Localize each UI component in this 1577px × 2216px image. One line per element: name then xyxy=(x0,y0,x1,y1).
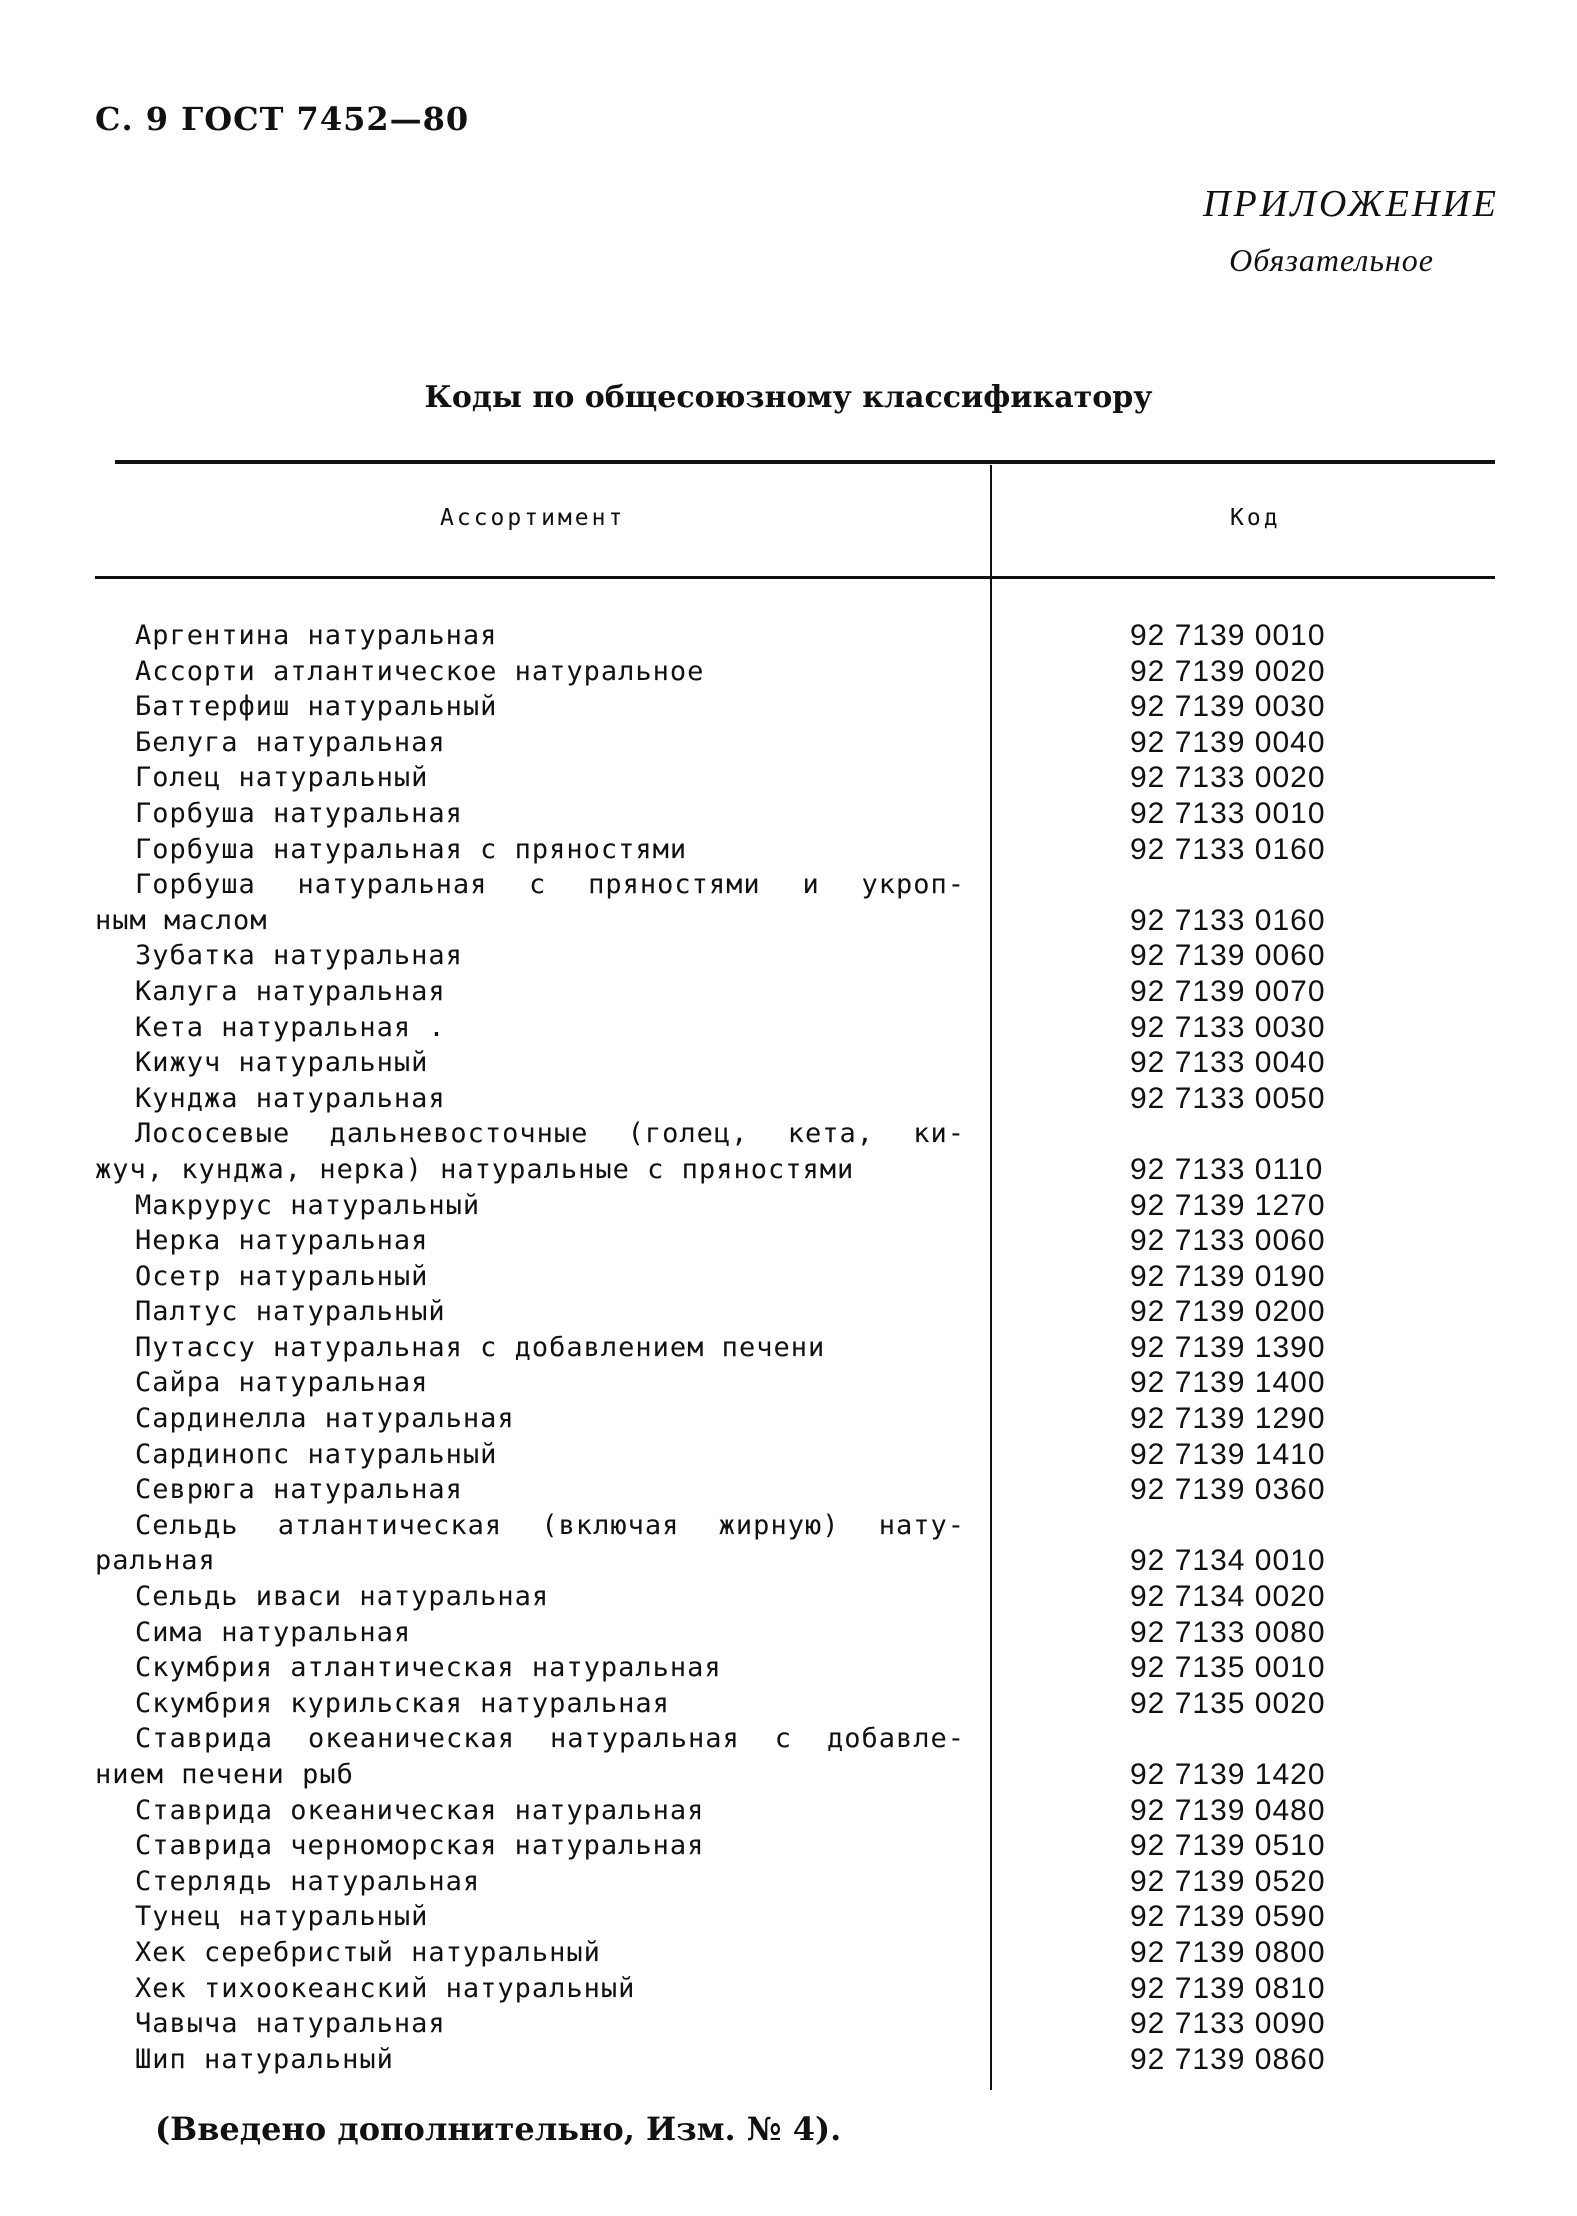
assortment-name-line: ным маслом xyxy=(95,904,268,936)
assortment-name: Путассу натуральная с добавлением печени xyxy=(135,1331,826,1363)
assortment-name: Палтус натуральный xyxy=(135,1296,446,1328)
classifier-code: 92 7134 0020 xyxy=(1130,1580,1326,1614)
classifier-code: 92 7134 0010 xyxy=(1130,1544,1326,1578)
assortment-name: Стерлядь натуральная xyxy=(135,1865,481,1897)
page-header: С. 9 ГОСТ 7452—80 xyxy=(95,100,470,138)
assortment-name: Чавыча натуральная xyxy=(135,2008,446,2040)
table-row xyxy=(95,654,1495,690)
assortment-name: Голец натуральный xyxy=(135,762,429,794)
table-row xyxy=(95,1828,1495,1864)
assortment-name: Сардинелла натуральная xyxy=(135,1403,515,1435)
assortment-name: Зубатка натуральная xyxy=(135,940,463,972)
table-row xyxy=(95,867,1495,938)
assortment-name-line: нием печени рыб xyxy=(95,1759,354,1790)
table-row xyxy=(95,1365,1495,1401)
classifier-code: 92 7133 0160 xyxy=(1130,832,1326,866)
assortment-name: Сардинопс натуральный xyxy=(135,1438,498,1470)
assortment-name: Скумбрия атлантическая натуральная xyxy=(135,1652,722,1684)
table-row xyxy=(95,1045,1495,1081)
assortment-name-line: Ставрида океаническая натуральная с добавле- xyxy=(135,1723,965,1755)
classifier-code: 92 7139 1400 xyxy=(1130,1366,1326,1400)
classifier-code: 92 7139 0010 xyxy=(1130,619,1326,652)
assortment-name: Сайра натуральная xyxy=(135,1367,429,1399)
classifier-code: 92 7135 0020 xyxy=(1130,1686,1326,1720)
assortment-name: Сельдь иваси натуральная xyxy=(135,1581,550,1613)
assortment-name: Горбуша натуральная xyxy=(135,797,463,829)
table-row xyxy=(95,1259,1495,1295)
assortment-name-line: Сельдь атлантическая (включая жирную) нату- xyxy=(135,1509,965,1541)
assortment-name: Горбуша натуральная с пряностями xyxy=(135,833,688,865)
assortment-name: Ставрида черноморская натуральная xyxy=(135,1830,705,1862)
table-row xyxy=(95,938,1495,974)
assortment-name: Осетр натуральный xyxy=(135,1260,429,1292)
classifier-code: 92 7133 0050 xyxy=(1130,1081,1326,1115)
classifier-code: 92 7133 0010 xyxy=(1130,796,1326,830)
assortment-name-line: жуч, кунджа, нерка) натуральные с пряностями xyxy=(95,1153,855,1185)
table-row xyxy=(95,1899,1495,1935)
classifier-code: 92 7139 0590 xyxy=(1130,1900,1326,1934)
assortment-name: Белуга натуральная xyxy=(135,726,446,758)
assortment-name-line: Горбуша натуральная с пряностями и укроп- xyxy=(135,869,965,901)
classifier-code: 92 7135 0010 xyxy=(1130,1651,1326,1685)
classifier-code: 92 7139 1270 xyxy=(1130,1188,1326,1222)
table-row xyxy=(95,1330,1495,1366)
column-header-code: Код xyxy=(1230,505,1281,531)
footnote: (Введено дополнительно, Изм. № 4). xyxy=(155,2110,842,2148)
assortment-name: Хек серебристый натуральный xyxy=(135,1936,601,1968)
assortment-name: Хек тихоокеанский натуральный xyxy=(135,1972,636,2004)
assortment-name: Тунец натуральный xyxy=(135,1901,429,1933)
table-row xyxy=(95,796,1495,832)
classifier-code: 92 7139 0520 xyxy=(1130,1864,1326,1898)
assortment-name xyxy=(95,1116,965,1187)
classifier-code: 92 7139 0360 xyxy=(1130,1473,1326,1507)
assortment-name: Сима натуральная xyxy=(135,1616,412,1648)
table-row xyxy=(95,725,1495,761)
classifier-code: 92 7139 0200 xyxy=(1130,1295,1326,1329)
classifier-code: 92 7139 0860 xyxy=(1130,2042,1326,2076)
classifier-code: 92 7139 0040 xyxy=(1130,725,1326,759)
table-top-rule xyxy=(115,460,1495,464)
classifier-code: 92 7133 0090 xyxy=(1130,2007,1326,2041)
table-row xyxy=(95,1864,1495,1900)
table-row xyxy=(95,1721,1495,1792)
assortment-name: Кижуч натуральный xyxy=(135,1047,429,1079)
table-row xyxy=(95,1223,1495,1259)
table-row xyxy=(95,1579,1495,1615)
assortment-name: Кета натуральная . xyxy=(135,1011,446,1043)
table-row xyxy=(95,618,1495,654)
classifier-code: 92 7139 0060 xyxy=(1130,939,1326,973)
assortment-name: Аргентина натуральная xyxy=(135,620,498,651)
assortment-name: Севрюга натуральная xyxy=(135,1474,463,1506)
table-row xyxy=(95,832,1495,868)
appendix-title: ПРИЛОЖЕНИЕ xyxy=(1203,183,1499,225)
assortment-name: Шип натуральный xyxy=(135,2043,394,2075)
table-row xyxy=(95,1116,1495,1187)
assortment-name: Баттерфиш натуральный xyxy=(135,691,498,723)
assortment-name-line: Лососевые дальневосточные (голец, кета, ки- xyxy=(135,1118,965,1150)
classifier-code: 92 7133 0020 xyxy=(1130,761,1326,795)
table-row xyxy=(95,1472,1495,1508)
classifier-code: 92 7139 1290 xyxy=(1130,1402,1326,1436)
assortment-name: Ассорти атлантическое натуральное xyxy=(135,655,705,687)
assortment-name: Макрурус натуральный xyxy=(135,1189,481,1221)
appendix-subtitle: Обязательное xyxy=(1229,242,1434,278)
assortment-name xyxy=(95,867,965,938)
assortment-name: Нерка натуральная xyxy=(135,1225,429,1257)
table-row xyxy=(95,1508,1495,1579)
table-row xyxy=(95,974,1495,1010)
classifier-code: 92 7133 0060 xyxy=(1130,1224,1326,1258)
table-row xyxy=(95,1188,1495,1224)
table-row xyxy=(95,1650,1495,1686)
classifier-code: 92 7139 0510 xyxy=(1130,1829,1326,1863)
table-row xyxy=(95,1294,1495,1330)
classifier-code: 92 7133 0110 xyxy=(1130,1152,1324,1186)
table-row xyxy=(95,1437,1495,1473)
classifier-code: 92 7139 1390 xyxy=(1130,1330,1326,1364)
table-header-rule xyxy=(95,576,1495,579)
table-row xyxy=(95,1010,1495,1046)
table-row xyxy=(95,1615,1495,1651)
classifier-code: 92 7139 1420 xyxy=(1130,1758,1326,1791)
table-row xyxy=(95,1686,1495,1722)
assortment-name: Кунджа натуральная xyxy=(135,1082,446,1114)
classifier-code: 92 7139 0030 xyxy=(1130,690,1326,724)
assortment-name: Скумбрия курильская натуральная xyxy=(135,1687,670,1719)
classifier-code: 92 7133 0040 xyxy=(1130,1046,1326,1080)
assortment-name: Ставрида океаническая натуральная xyxy=(135,1794,705,1826)
assortment-name: Калуга натуральная xyxy=(135,975,446,1007)
classifier-code: 92 7133 0160 xyxy=(1130,903,1326,937)
classifier-code: 92 7139 0810 xyxy=(1130,1971,1326,2005)
table-row xyxy=(95,2042,1495,2078)
table-title: Коды по общесоюзному классификатору xyxy=(424,380,1153,415)
classifier-code: 92 7139 0480 xyxy=(1130,1793,1326,1827)
table-row xyxy=(95,689,1495,725)
classifier-code: 92 7139 0070 xyxy=(1130,974,1326,1008)
table-row xyxy=(95,1971,1495,2007)
assortment-name-line: ральная xyxy=(95,1545,216,1577)
classifier-code: 92 7139 1410 xyxy=(1130,1437,1326,1471)
assortment-name xyxy=(95,1721,965,1792)
table-row xyxy=(95,1401,1495,1437)
classifier-code: 92 7133 0080 xyxy=(1130,1615,1326,1649)
table-row xyxy=(95,1935,1495,1971)
classifier-code: 92 7139 0800 xyxy=(1130,1935,1326,1969)
table-body xyxy=(95,618,1495,2077)
classifier-code: 92 7139 0020 xyxy=(1130,654,1326,688)
classifier-code: 92 7139 0190 xyxy=(1130,1259,1326,1293)
classifier-code: 92 7133 0030 xyxy=(1130,1010,1326,1044)
table-row xyxy=(95,2006,1495,2042)
table-row xyxy=(95,760,1495,796)
assortment-name xyxy=(95,1508,965,1579)
table-row xyxy=(95,1081,1495,1117)
table-row xyxy=(95,1793,1495,1829)
column-header-assortment: Ассортимент xyxy=(440,505,626,531)
